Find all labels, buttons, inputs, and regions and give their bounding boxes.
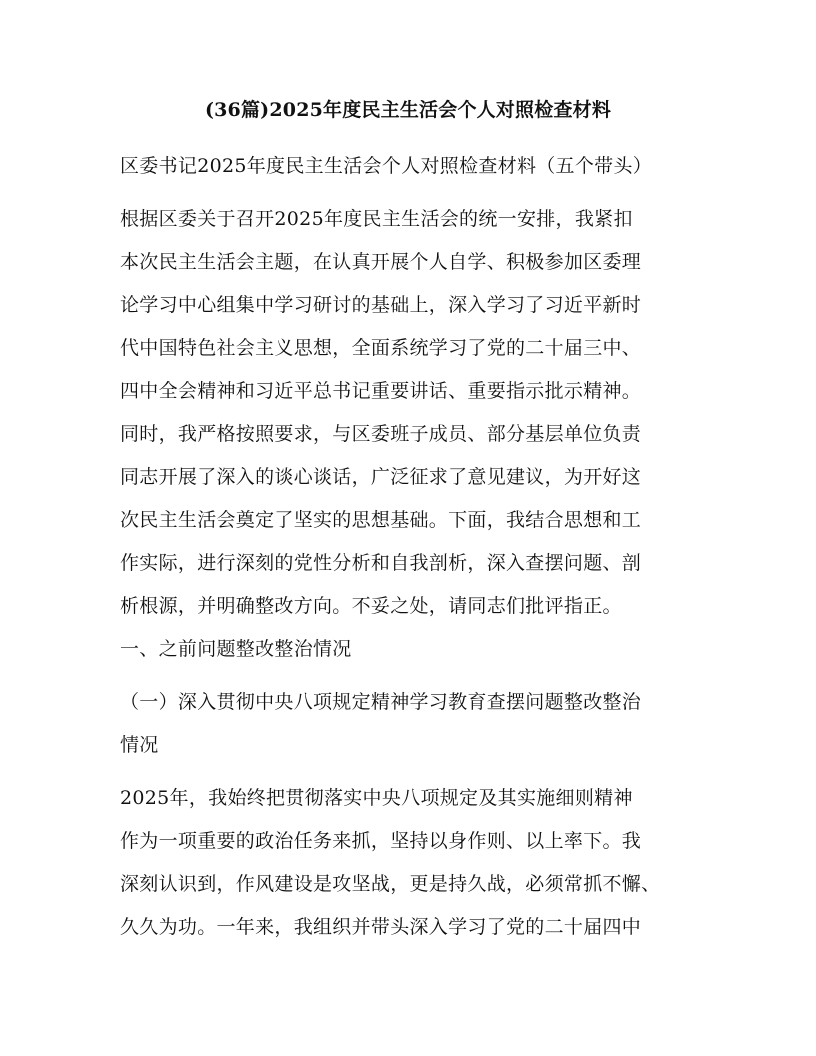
subsection-heading-line: （一）深入贯彻中央八项规定精神学习教育查摆问题整改整治	[120, 691, 642, 713]
paragraph-line: 代中国特色社会主义思想，全面系统学习了党的二十届三中、	[120, 337, 642, 359]
section-heading: 一、之前问题整改整治情况	[120, 638, 352, 660]
paragraph-line: 同志开展了深入的谈心谈话，广泛征求了意见建议，为开好这	[120, 466, 642, 488]
paragraph-line: 本次民主生活会主题，在认真开展个人自学、积极参加区委理	[120, 251, 642, 273]
subsection-heading-line: 情况	[120, 734, 159, 756]
paragraph-line: 作为一项重要的政治任务来抓，坚持以身作则、以上率下。我	[120, 830, 642, 852]
paragraph-line: 深刻认识到，作风建设是攻坚战，更是持久战，必须常抓不懈、	[120, 873, 661, 895]
paragraph-line: 析根源，并明确整改方向。不妥之处，请同志们批评指正。	[120, 595, 622, 617]
paragraph-line: 同时，我严格按照要求，与区委班子成员、部分基层单位负责	[120, 423, 642, 445]
paragraph-line: 次民主生活会奠定了坚实的思想基础。下面，我结合思想和工	[120, 509, 642, 531]
paragraph-line: 四中全会精神和习近平总书记重要讲话、重要指示批示精神。	[120, 380, 642, 402]
paragraph-line: 论学习中心组集中学习研讨的基础上，深入学习了习近平新时	[120, 294, 642, 316]
document-subtitle: 区委书记2025年度民主生活会个人对照检查材料（五个带头）	[120, 155, 653, 177]
document-title: (36篇)2025年度民主生活会个人对照检查材料	[204, 99, 612, 121]
paragraph-line: 作实际，进行深刻的党性分析和自我剖析，深入查摆问题、剖	[120, 552, 642, 574]
paragraph-line: 根据区委关于召开2025年度民主生活会的统一安排，我紧扣	[120, 208, 633, 230]
paragraph-line: 2025年，我始终把贯彻落实中央八项规定及其实施细则精神	[120, 787, 633, 809]
paragraph-line: 久久为功。一年来，我组织并带头深入学习了党的二十届四中	[120, 916, 642, 938]
